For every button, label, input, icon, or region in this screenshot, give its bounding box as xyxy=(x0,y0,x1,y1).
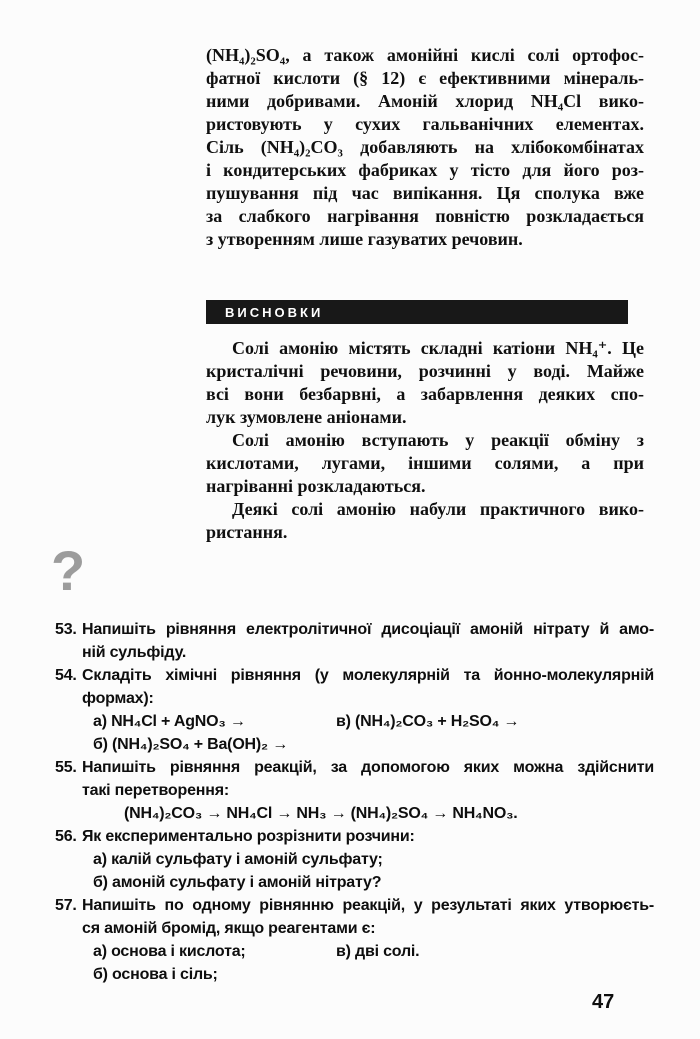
intro-line: ристовують у сухих гальванічних елементах. xyxy=(206,114,644,134)
conclusions-banner xyxy=(206,300,628,324)
question-body xyxy=(82,618,654,664)
conclusion-line: лук зумовлене аніонами. xyxy=(206,407,407,427)
conclusion-line: Солі амонію містять складні катіони NH₄⁺. Це xyxy=(232,338,644,358)
intro-line: Сіль (NH₄)₂CO₃ добавляють на хлібокомбінатах xyxy=(206,137,644,157)
question-option: б) амоній сульфату і амоній нітрату? xyxy=(93,874,382,891)
question-mark-icon: ? xyxy=(51,539,86,602)
question-body xyxy=(82,825,654,894)
intro-line: фатної кислоти (§ 12) є ефективними мінераль- xyxy=(206,68,644,88)
question-option-row xyxy=(82,963,654,986)
intro-line: з утворенням лише газуватих речовин. xyxy=(206,229,523,249)
question-body xyxy=(82,664,654,756)
question-option: а) основа і кислота; xyxy=(93,943,246,960)
conclusion-line: кислотами, лугами, іншими солями, а при xyxy=(206,453,644,473)
questions-list xyxy=(55,618,654,986)
question-item-53 xyxy=(55,618,654,664)
conclusion-line: Солі амонію вступають у реакції обміну з xyxy=(232,430,644,450)
question-option: а) калій сульфату і амоній сульфату; xyxy=(93,851,383,868)
question-number: 55. xyxy=(55,759,77,776)
question-text-line: ся амоній бромід, якщо реагентами є: xyxy=(82,920,376,937)
conclusion-paragraph-2 xyxy=(206,429,644,498)
question-text-line: Складіть хімічні рівняння (у молекулярній та йонно-молекулярній xyxy=(82,667,654,684)
question-item-54 xyxy=(55,664,654,756)
intro-line: за слабкого нагрівання повністю розкладається xyxy=(206,206,644,226)
question-item-56 xyxy=(55,825,654,894)
equation-option-row xyxy=(82,733,654,756)
question-option-row xyxy=(82,940,654,963)
equation-option: а) NH₄Cl + AgNO₃ → xyxy=(93,713,246,730)
question-option: в) дві солі. xyxy=(336,943,420,960)
conclusion-line: Деякі солі амонію набули практичного вико- xyxy=(232,499,644,519)
conclusions-banner-label: ВИСНОВКИ xyxy=(225,304,324,320)
equation-chain: (NH₄)₂CO₃ → NH₄Cl → NH₃ → (NH₄)₂SO₄ → NH₄NO₃. xyxy=(124,805,518,822)
intro-paragraph xyxy=(206,44,644,251)
equation-option xyxy=(336,733,654,756)
question-number: 57. xyxy=(55,897,77,914)
question-option: б) основа і сіль; xyxy=(93,966,218,983)
conclusion-paragraph-1 xyxy=(206,337,644,429)
page-number: 47 xyxy=(592,991,615,1013)
question-number: 53. xyxy=(55,621,77,638)
equation-option: б) (NH₄)₂SO₄ + Ba(OH)₂ → xyxy=(93,736,288,753)
equation-option: в) (NH₄)₂CO₃ + H₂SO₄ → xyxy=(336,713,520,730)
question-number: 54. xyxy=(55,667,77,684)
question-item-55 xyxy=(55,756,654,825)
intro-line: ними добривами. Амоній хлорид NH₄Cl вико- xyxy=(206,91,644,111)
equation-option-row xyxy=(82,710,654,733)
question-text-line: Напишіть по одному рівнянню реакцій, у результаті яких утворюєть- xyxy=(82,897,654,914)
conclusions-section xyxy=(206,337,644,544)
question-text-line: Як експериментально розрізнити розчини: xyxy=(82,828,415,845)
question-number: 56. xyxy=(55,828,77,845)
conclusion-line: нагріванні розкладаються. xyxy=(206,476,426,496)
intro-line: (NH₄)₂SO₄, а також амонійні кислі солі ортофос- xyxy=(206,45,644,65)
question-text-line: Напишіть рівняння реакцій, за допомогою яких можна здійснити xyxy=(82,759,654,776)
question-text-line: формах): xyxy=(82,690,154,707)
conclusion-line: ристання. xyxy=(206,522,288,542)
question-body xyxy=(82,894,654,986)
conclusion-line: кристалічні речовини, розчинні у воді. Майже xyxy=(206,361,644,381)
conclusion-paragraph-3 xyxy=(206,498,644,544)
intro-line: і кондитерських фабриках у тісто для його роз- xyxy=(206,160,644,180)
question-text-line: ній сульфіду. xyxy=(82,644,187,661)
question-option xyxy=(336,963,654,986)
conclusion-line: всі вони безбарвні, а забарвлення деяких спо- xyxy=(206,384,644,404)
question-text-line: такі перетворення: xyxy=(82,782,229,799)
question-item-57 xyxy=(55,894,654,986)
question-text-line: Напишіть рівняння електролітичної дисоціації амоній нітрату й амо- xyxy=(82,621,654,638)
intro-line: пушування під час випікання. Ця сполука вже xyxy=(206,183,644,203)
question-body xyxy=(82,756,654,825)
